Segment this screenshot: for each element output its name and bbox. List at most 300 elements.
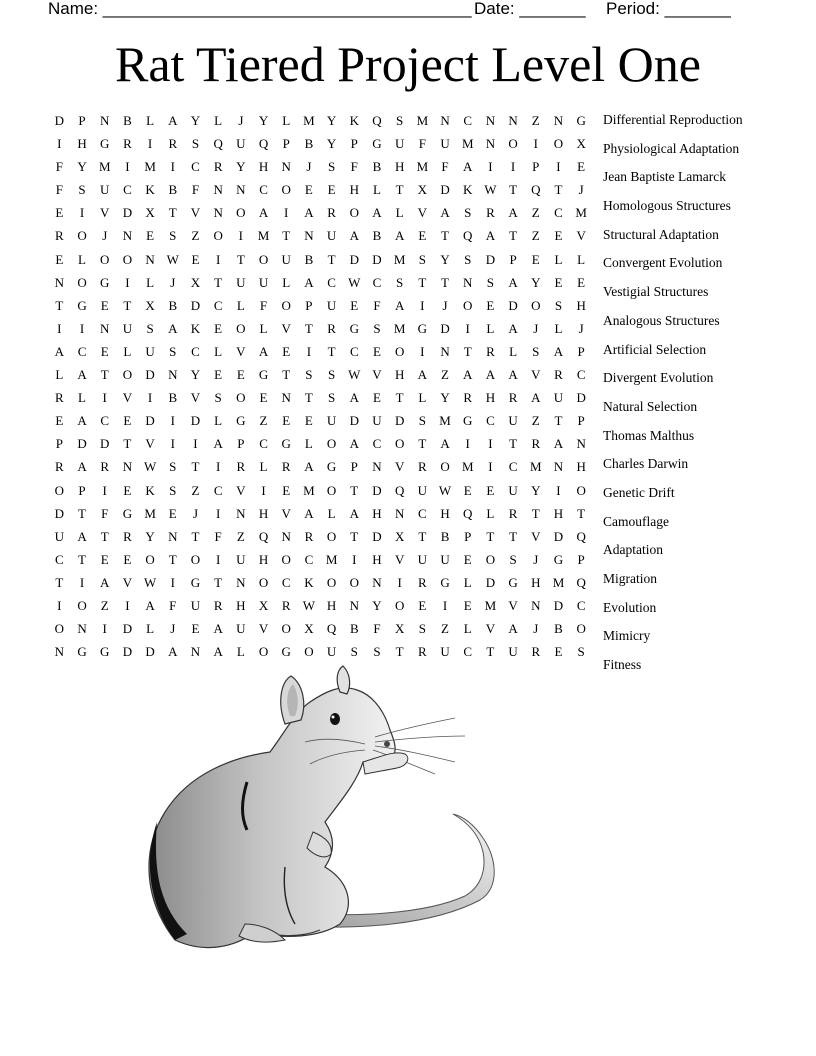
grid-letter[interactable]: R	[123, 528, 132, 544]
grid-letter[interactable]: K	[190, 320, 201, 336]
grid-letter[interactable]: E	[55, 205, 64, 221]
grid-letter[interactable]: A	[304, 205, 314, 221]
grid-letter[interactable]: P	[78, 482, 86, 498]
grid-letter[interactable]: Y	[236, 159, 246, 175]
grid-letter[interactable]: O	[394, 597, 405, 613]
grid-letter[interactable]: A	[349, 228, 359, 244]
grid-letter[interactable]: D	[349, 251, 359, 267]
grid-letter[interactable]: P	[577, 413, 585, 429]
grid-letter[interactable]: M	[416, 159, 429, 175]
grid-letter[interactable]: E	[327, 182, 336, 198]
grid-letter[interactable]: P	[577, 343, 585, 359]
grid-letter[interactable]: V	[508, 597, 518, 613]
grid-letter[interactable]: N	[213, 205, 223, 221]
grid-letter[interactable]: Q	[531, 182, 541, 198]
grid-letter[interactable]: U	[236, 551, 246, 567]
grid-letter[interactable]: T	[123, 297, 132, 313]
grid-letter[interactable]: N	[553, 113, 564, 128]
grid-letter[interactable]: S	[146, 320, 154, 336]
grid-letter[interactable]: D	[122, 205, 133, 221]
grid-letter[interactable]: I	[170, 159, 175, 175]
date-field[interactable]: Date: _______	[474, 0, 586, 18]
grid-letter[interactable]: A	[372, 205, 382, 221]
grid-letter[interactable]: I	[261, 482, 266, 498]
grid-letter[interactable]: E	[463, 597, 472, 613]
grid-letter[interactable]: W	[143, 574, 157, 590]
grid-letter[interactable]: G	[258, 367, 269, 383]
grid-letter[interactable]: U	[100, 182, 110, 198]
grid-letter[interactable]: Q	[576, 574, 586, 590]
grid-letter[interactable]: O	[236, 390, 246, 406]
grid-letter[interactable]: G	[326, 459, 337, 475]
grid-letter[interactable]: A	[213, 621, 223, 637]
grid-letter[interactable]: R	[486, 205, 495, 221]
grid-letter[interactable]: S	[191, 136, 200, 152]
grid-letter[interactable]: I	[79, 574, 85, 590]
grid-letter[interactable]: E	[100, 297, 109, 313]
grid-letter[interactable]: N	[508, 113, 518, 128]
grid-letter[interactable]: N	[213, 182, 223, 198]
grid-letter[interactable]: M	[144, 159, 156, 175]
grid-letter[interactable]: L	[463, 574, 472, 590]
grid-letter[interactable]: M	[461, 459, 474, 475]
grid-letter[interactable]: A	[77, 459, 87, 475]
grid-letter[interactable]: G	[417, 320, 428, 336]
grid-letter[interactable]: M	[552, 574, 565, 590]
grid-letter[interactable]: E	[577, 274, 586, 290]
grid-letter[interactable]: V	[372, 367, 382, 383]
grid-letter[interactable]: O	[576, 482, 586, 498]
grid-letter[interactable]: R	[418, 459, 427, 475]
grid-letter[interactable]: S	[169, 482, 177, 498]
grid-letter[interactable]: L	[146, 274, 155, 290]
grid-letter[interactable]: F	[55, 159, 63, 175]
grid-letter[interactable]: I	[284, 205, 289, 221]
grid-letter[interactable]: O	[349, 574, 359, 590]
grid-letter[interactable]: R	[463, 390, 473, 406]
grid-letter[interactable]: D	[394, 413, 405, 429]
grid-letter[interactable]: A	[440, 436, 450, 452]
grid-letter[interactable]: O	[440, 459, 450, 475]
grid-letter[interactable]: U	[394, 136, 405, 152]
grid-letter[interactable]: S	[327, 367, 336, 383]
grid-letter[interactable]: Y	[190, 113, 201, 128]
grid-letter[interactable]: N	[236, 505, 246, 521]
grid-letter[interactable]: Z	[441, 621, 449, 637]
grid-letter[interactable]: F	[169, 597, 177, 613]
grid-letter[interactable]: C	[100, 413, 110, 429]
grid-letter[interactable]: N	[394, 505, 405, 521]
grid-letter[interactable]: A	[463, 159, 473, 175]
grid-letter[interactable]: I	[57, 320, 62, 336]
grid-letter[interactable]: K	[463, 182, 473, 198]
grid-letter[interactable]: A	[349, 505, 359, 521]
grid-letter[interactable]: L	[146, 621, 155, 637]
grid-letter[interactable]: R	[100, 459, 110, 475]
grid-letter[interactable]: T	[509, 528, 518, 544]
grid-letter[interactable]: E	[554, 644, 563, 660]
grid-letter[interactable]: N	[236, 182, 246, 198]
grid-letter[interactable]: A	[213, 436, 223, 452]
grid-letter[interactable]: R	[531, 644, 541, 660]
grid-letter[interactable]: N	[100, 113, 110, 128]
grid-letter[interactable]: J	[238, 113, 244, 128]
grid-letter[interactable]: T	[486, 644, 495, 660]
grid-letter[interactable]: N	[281, 159, 291, 175]
grid-letter[interactable]: U	[417, 482, 428, 498]
grid-letter[interactable]: J	[533, 320, 539, 336]
grid-letter[interactable]: F	[441, 159, 449, 175]
grid-letter[interactable]: C	[55, 551, 64, 567]
grid-letter[interactable]: W	[143, 459, 157, 475]
grid-letter[interactable]: F	[373, 621, 381, 637]
grid-letter[interactable]: J	[578, 182, 584, 198]
grid-letter[interactable]: U	[440, 551, 450, 567]
grid-letter[interactable]: G	[100, 274, 110, 290]
grid-letter[interactable]: E	[418, 597, 427, 613]
grid-letter[interactable]: I	[170, 574, 175, 590]
grid-letter[interactable]: U	[508, 644, 518, 660]
grid-letter[interactable]: O	[213, 228, 223, 244]
grid-letter[interactable]: E	[304, 413, 313, 429]
grid-letter[interactable]: Y	[258, 113, 269, 128]
grid-letter[interactable]: K	[145, 482, 155, 498]
grid-letter[interactable]: L	[395, 205, 404, 221]
grid-letter[interactable]: B	[304, 251, 314, 267]
grid-letter[interactable]: Z	[100, 597, 109, 613]
grid-letter[interactable]: C	[508, 459, 518, 475]
grid-letter[interactable]: D	[145, 367, 155, 383]
grid-letter[interactable]: Q	[213, 136, 223, 152]
grid-letter[interactable]: R	[327, 205, 336, 221]
grid-letter[interactable]: V	[258, 621, 269, 637]
grid-letter[interactable]: Y	[326, 113, 337, 128]
grid-letter[interactable]: H	[372, 551, 382, 567]
grid-letter[interactable]: I	[215, 251, 221, 267]
grid-letter[interactable]: C	[372, 436, 382, 452]
grid-letter[interactable]: A	[77, 528, 87, 544]
grid-letter[interactable]: M	[303, 113, 315, 128]
grid-letter[interactable]: M	[257, 228, 270, 244]
grid-letter[interactable]: I	[465, 320, 470, 336]
grid-letter[interactable]: Q	[258, 136, 269, 152]
grid-letter[interactable]: C	[554, 205, 563, 221]
grid-letter[interactable]: H	[349, 182, 359, 198]
grid-letter[interactable]: N	[576, 436, 586, 452]
grid-letter[interactable]: E	[554, 228, 563, 244]
grid-letter[interactable]: Y	[531, 274, 541, 290]
grid-letter[interactable]: G	[77, 297, 87, 313]
grid-letter[interactable]: Z	[531, 113, 540, 128]
grid-letter[interactable]: W	[348, 274, 361, 290]
grid-letter[interactable]: F	[101, 505, 109, 521]
grid-letter[interactable]: V	[236, 343, 246, 359]
grid-letter[interactable]: G	[576, 113, 586, 128]
grid-letter[interactable]: A	[349, 390, 359, 406]
grid-letter[interactable]: O	[236, 205, 246, 221]
grid-letter[interactable]: Y	[145, 528, 155, 544]
grid-letter[interactable]: C	[418, 505, 427, 521]
grid-letter[interactable]: Z	[191, 228, 200, 244]
grid-letter[interactable]: R	[168, 136, 178, 152]
grid-letter[interactable]: A	[77, 413, 87, 429]
grid-letter[interactable]: E	[486, 482, 495, 498]
grid-letter[interactable]: E	[554, 274, 563, 290]
grid-letter[interactable]: P	[237, 436, 245, 452]
grid-letter[interactable]: E	[55, 413, 64, 429]
grid-letter[interactable]: L	[577, 251, 586, 267]
grid-letter[interactable]: O	[326, 482, 337, 498]
grid-letter[interactable]: T	[327, 343, 336, 359]
grid-letter[interactable]: P	[532, 159, 540, 175]
grid-letter[interactable]: N	[54, 644, 65, 660]
grid-letter[interactable]: A	[417, 367, 428, 383]
grid-letter[interactable]: W	[438, 482, 452, 498]
grid-letter[interactable]: O	[258, 644, 269, 660]
grid-letter[interactable]: H	[236, 597, 246, 613]
grid-letter[interactable]: G	[77, 644, 87, 660]
grid-letter[interactable]: I	[147, 390, 153, 406]
grid-letter[interactable]: E	[168, 505, 177, 521]
grid-letter[interactable]: O	[463, 297, 473, 313]
grid-letter[interactable]: N	[168, 367, 178, 383]
grid-letter[interactable]: N	[281, 528, 291, 544]
grid-letter[interactable]: H	[553, 505, 564, 521]
grid-letter[interactable]: S	[350, 644, 358, 660]
grid-letter[interactable]: T	[168, 551, 177, 567]
grid-letter[interactable]: L	[214, 113, 223, 128]
grid-letter[interactable]: T	[418, 528, 427, 544]
grid-letter[interactable]: V	[100, 205, 110, 221]
grid-letter[interactable]: D	[485, 251, 496, 267]
grid-letter[interactable]: V	[122, 574, 133, 590]
grid-letter[interactable]: U	[54, 528, 65, 544]
grid-letter[interactable]: D	[485, 574, 496, 590]
grid-letter[interactable]: D	[190, 413, 201, 429]
grid-letter[interactable]: G	[508, 574, 518, 590]
grid-letter[interactable]: E	[372, 343, 381, 359]
grid-letter[interactable]: L	[282, 274, 291, 290]
grid-letter[interactable]: U	[281, 251, 291, 267]
grid-letter[interactable]: X	[394, 528, 405, 544]
grid-letter[interactable]: U	[122, 320, 133, 336]
grid-letter[interactable]: S	[396, 274, 404, 290]
grid-letter[interactable]: D	[553, 528, 564, 544]
grid-letter[interactable]: T	[531, 505, 540, 521]
grid-letter[interactable]: G	[190, 574, 201, 590]
grid-letter[interactable]: M	[98, 159, 111, 175]
grid-letter[interactable]: R	[327, 320, 336, 336]
grid-letter[interactable]: S	[418, 413, 426, 429]
grid-letter[interactable]: F	[214, 528, 222, 544]
grid-letter[interactable]: C	[123, 182, 132, 198]
grid-letter[interactable]: S	[554, 297, 563, 313]
grid-letter[interactable]: U	[372, 413, 382, 429]
grid-letter[interactable]: E	[100, 551, 109, 567]
grid-letter[interactable]: H	[394, 159, 405, 175]
grid-letter[interactable]: D	[349, 413, 359, 429]
grid-letter[interactable]: A	[304, 274, 314, 290]
grid-letter[interactable]: B	[168, 182, 178, 198]
grid-letter[interactable]: U	[326, 297, 337, 313]
grid-letter[interactable]: I	[442, 597, 448, 613]
grid-letter[interactable]: M	[393, 251, 406, 267]
grid-letter[interactable]: N	[372, 459, 382, 475]
grid-letter[interactable]: I	[102, 390, 107, 406]
grid-letter[interactable]: L	[418, 390, 427, 406]
grid-letter[interactable]: W	[348, 367, 361, 383]
grid-letter[interactable]: V	[236, 482, 246, 498]
grid-letter[interactable]: J	[192, 505, 198, 521]
grid-letter[interactable]: G	[100, 644, 110, 660]
grid-letter[interactable]: E	[463, 482, 472, 498]
grid-letter[interactable]: A	[304, 459, 314, 475]
grid-letter[interactable]: B	[304, 136, 314, 152]
grid-letter[interactable]: W	[484, 182, 497, 198]
grid-letter[interactable]: L	[259, 320, 268, 336]
grid-letter[interactable]: E	[236, 367, 245, 383]
grid-letter[interactable]: N	[100, 320, 110, 336]
grid-letter[interactable]: A	[168, 644, 178, 660]
grid-letter[interactable]: A	[485, 367, 496, 383]
name-field[interactable]: Name: _______________________________________	[48, 0, 472, 18]
grid-letter[interactable]: P	[509, 251, 517, 267]
grid-letter[interactable]: M	[530, 459, 542, 475]
grid-letter[interactable]: I	[57, 136, 62, 152]
grid-letter[interactable]: O	[281, 182, 291, 198]
grid-letter[interactable]: T	[214, 274, 223, 290]
grid-letter[interactable]: O	[258, 574, 269, 590]
grid-letter[interactable]: X	[576, 136, 586, 152]
grid-letter[interactable]: C	[576, 367, 586, 383]
grid-letter[interactable]: I	[215, 459, 221, 475]
grid-letter[interactable]: D	[508, 297, 518, 313]
grid-letter[interactable]: H	[326, 597, 337, 613]
grid-letter[interactable]: L	[123, 343, 132, 359]
grid-letter[interactable]: O	[100, 251, 110, 267]
grid-letter[interactable]: R	[55, 390, 64, 406]
grid-letter[interactable]: I	[215, 505, 221, 521]
grid-letter[interactable]: C	[259, 436, 268, 452]
grid-letter[interactable]: L	[554, 251, 563, 267]
grid-letter[interactable]: E	[123, 551, 132, 567]
grid-letter[interactable]: S	[214, 390, 222, 406]
grid-letter[interactable]: H	[485, 390, 496, 406]
grid-letter[interactable]: H	[576, 297, 586, 313]
grid-letter[interactable]: T	[509, 228, 518, 244]
grid-letter[interactable]: E	[282, 482, 291, 498]
grid-letter[interactable]: I	[102, 621, 107, 637]
grid-letter[interactable]: J	[306, 159, 312, 175]
grid-letter[interactable]: P	[350, 459, 358, 475]
grid-letter[interactable]: T	[214, 574, 223, 590]
grid-letter[interactable]: I	[510, 159, 516, 175]
grid-letter[interactable]: A	[553, 436, 564, 452]
grid-letter[interactable]: N	[77, 621, 87, 637]
grid-letter[interactable]: O	[508, 136, 518, 152]
grid-letter[interactable]: P	[577, 551, 585, 567]
grid-letter[interactable]: R	[55, 228, 64, 244]
grid-letter[interactable]: R	[418, 574, 427, 590]
grid-letter[interactable]: E	[191, 621, 200, 637]
grid-letter[interactable]: I	[79, 320, 85, 336]
grid-letter[interactable]: A	[508, 205, 518, 221]
grid-letter[interactable]: P	[305, 297, 313, 313]
period-field[interactable]: Period: _______	[606, 0, 731, 18]
grid-letter[interactable]: M	[303, 482, 315, 498]
grid-letter[interactable]: E	[350, 297, 359, 313]
grid-letter[interactable]: A	[508, 367, 518, 383]
grid-letter[interactable]: T	[441, 228, 449, 244]
grid-letter[interactable]: N	[190, 644, 201, 660]
grid-letter[interactable]: U	[326, 228, 337, 244]
grid-letter[interactable]: N	[236, 574, 246, 590]
grid-letter[interactable]: R	[213, 597, 223, 613]
grid-letter[interactable]: A	[54, 343, 65, 359]
grid-letter[interactable]: Z	[191, 482, 200, 498]
grid-letter[interactable]: I	[238, 228, 244, 244]
grid-letter[interactable]: O	[122, 251, 133, 267]
grid-letter[interactable]: Y	[440, 251, 450, 267]
grid-letter[interactable]: D	[122, 644, 133, 660]
grid-letter[interactable]: S	[169, 459, 177, 475]
grid-letter[interactable]: V	[417, 205, 428, 221]
grid-letter[interactable]: U	[440, 136, 450, 152]
grid-letter[interactable]: X	[258, 597, 269, 613]
grid-letter[interactable]: C	[486, 413, 495, 429]
grid-letter[interactable]: A	[508, 621, 518, 637]
grid-letter[interactable]: A	[100, 574, 110, 590]
grid-letter[interactable]: V	[281, 505, 291, 521]
grid-letter[interactable]: O	[122, 367, 133, 383]
grid-letter[interactable]: U	[553, 390, 564, 406]
grid-letter[interactable]: R	[281, 597, 291, 613]
grid-letter[interactable]: L	[259, 459, 268, 475]
grid-letter[interactable]: L	[282, 113, 291, 128]
grid-letter[interactable]: M	[575, 205, 587, 221]
grid-letter[interactable]: N	[485, 113, 496, 128]
grid-letter[interactable]: I	[488, 459, 493, 475]
grid-letter[interactable]: I	[420, 343, 425, 359]
grid-letter[interactable]: X	[417, 182, 428, 198]
grid-letter[interactable]: L	[214, 413, 223, 429]
grid-letter[interactable]: T	[554, 182, 563, 198]
grid-letter[interactable]: D	[440, 320, 450, 336]
grid-letter[interactable]: T	[304, 390, 313, 406]
grid-letter[interactable]: U	[236, 621, 246, 637]
grid-letter[interactable]: T	[395, 390, 404, 406]
grid-letter[interactable]: F	[350, 159, 358, 175]
grid-letter[interactable]: L	[146, 113, 155, 128]
grid-letter[interactable]: K	[349, 113, 359, 128]
grid-letter[interactable]: S	[373, 320, 381, 336]
grid-letter[interactable]: F	[259, 297, 268, 313]
grid-letter[interactable]: U	[258, 274, 269, 290]
grid-letter[interactable]: P	[350, 136, 358, 152]
grid-letter[interactable]: O	[394, 436, 405, 452]
grid-letter[interactable]: S	[305, 367, 313, 383]
grid-letter[interactable]: E	[486, 297, 495, 313]
grid-letter[interactable]: N	[54, 274, 65, 290]
grid-letter[interactable]: C	[463, 644, 473, 660]
grid-letter[interactable]: C	[213, 297, 223, 313]
grid-letter[interactable]: T	[282, 228, 291, 244]
grid-letter[interactable]: J	[102, 228, 108, 244]
grid-letter[interactable]: O	[77, 228, 87, 244]
grid-letter[interactable]: S	[486, 274, 495, 290]
grid-letter[interactable]: N	[122, 228, 133, 244]
grid-letter[interactable]: F	[55, 182, 63, 198]
